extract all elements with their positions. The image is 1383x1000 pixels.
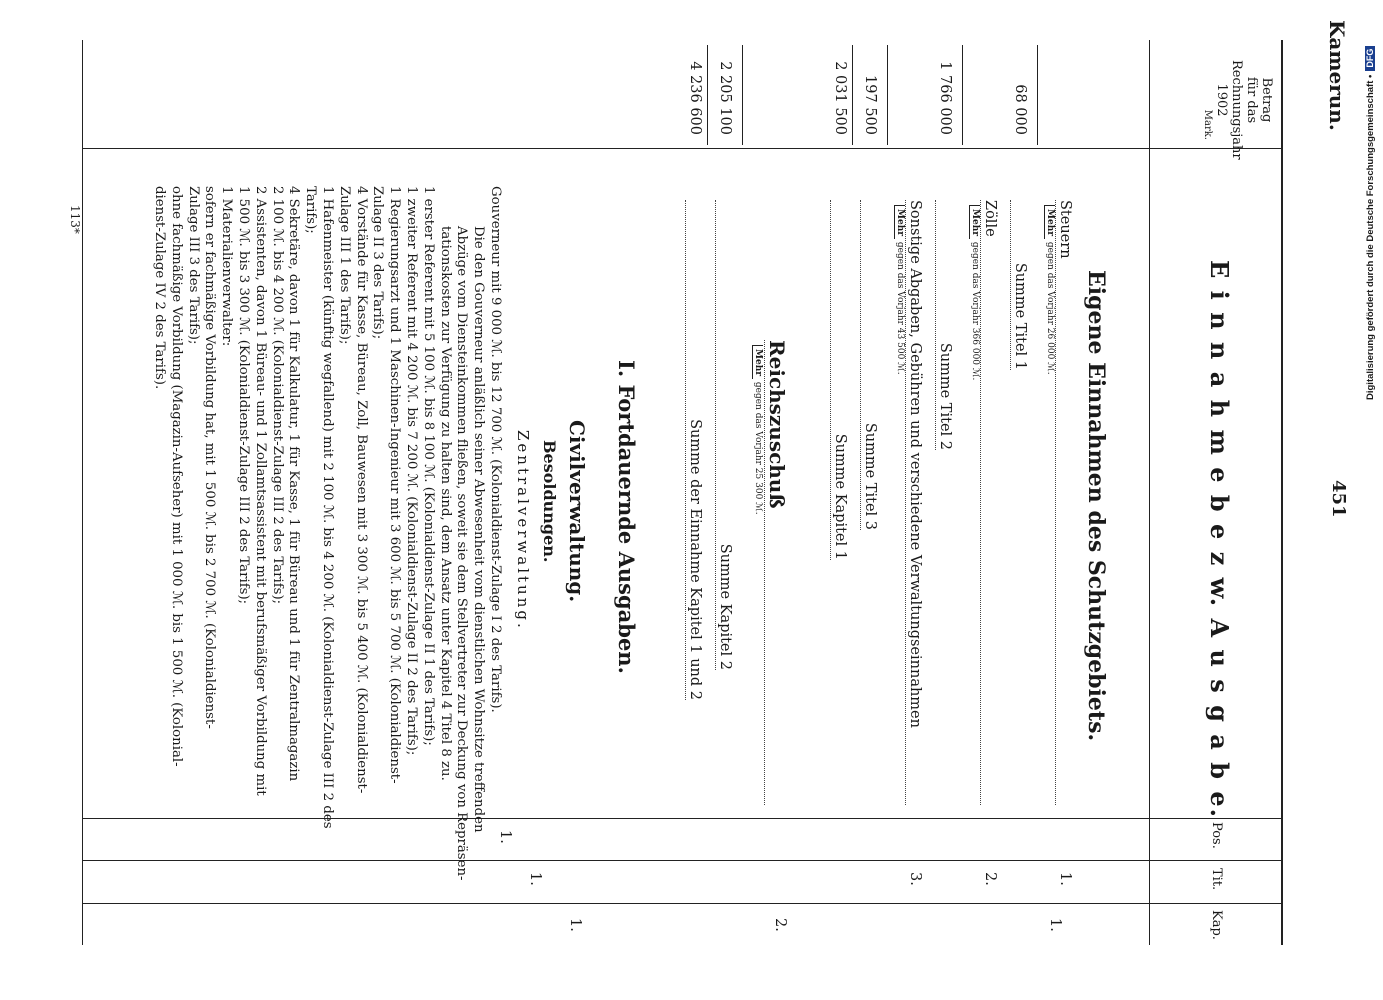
- value-kap2: 2 205 100: [717, 61, 733, 135]
- rule-header: [1149, 40, 1150, 945]
- expense-line: sofern er fachmäßige Vorbildung hat, mit 1 500 ℳ. bis 2 700 ℳ. (Kolonialdienst-: [202, 186, 218, 729]
- expense-line: dienst-Zulage IV 2 des Tarifs).: [152, 186, 168, 390]
- kap2-number: 2.: [772, 918, 788, 932]
- rule-tit3: [887, 45, 888, 145]
- sum-kap2-label: Summe Kapitel 2: [715, 200, 733, 670]
- value-total: 4 236 600: [687, 61, 703, 135]
- expenses-heading: I. Fortdauernde Ausgaben.: [614, 360, 639, 674]
- sonstige-note-text: gegen das Vorjahr 43 500 ℳ.: [895, 241, 905, 375]
- zoelle-note-label: Mehr: [969, 205, 980, 239]
- amount-header-line1: Betrag: [1259, 77, 1274, 123]
- amount-header-year: 1902: [1214, 83, 1230, 117]
- pos-header: Pos.: [1209, 822, 1224, 849]
- exp-tit-number: 1.: [527, 872, 543, 886]
- rule-col-kap: [83, 903, 1283, 904]
- steuern-note: [1045, 205, 1055, 375]
- amount-header-unit: Mark.: [1202, 109, 1214, 140]
- kap1-number: 1.: [1047, 918, 1063, 932]
- sonstige-label: Sonstige Abgaben, Gebühren und verschiedene Verwaltungseinnahmen: [905, 200, 923, 805]
- amount-header-line3: Rechnungsjahr: [1229, 60, 1245, 160]
- sonstige-note-label: Mehr: [894, 205, 905, 239]
- expense-line: 1 erster Referent mit 5 100 ℳ. bis 8 100 ℳ. (Kolonialdienst-Zulage II 1 des Tarifs);: [420, 186, 436, 746]
- rule-tit1: [1037, 45, 1038, 145]
- expense-line: 4 Sekretäre, davon 1 für Kalkulatur, 1 für Kasse, 1 für Büreau und 1 für Zentralmagazin: [286, 186, 302, 782]
- value-tit1: 68 000: [1012, 84, 1028, 135]
- digitization-note: [1359, 10, 1381, 410]
- zoelle-note: [970, 205, 980, 380]
- expense-line: ohne fachmäßige Vorbildung (Magazin-Aufseher) mit 1 000 ℳ. bis 1 500 ℳ. (Kolonial-: [168, 186, 184, 767]
- amount-header: [1202, 60, 1274, 160]
- sum-kap1-label: Summe Kapitel 1: [830, 200, 848, 560]
- civil-heading: Civilverwaltung.: [565, 420, 589, 603]
- rule-tit2: [962, 45, 963, 145]
- expense-line: Gouverneur mit 9 000 ℳ. bis 12 700 ℳ. (Kolonialdienst-Zulage I 2 des Tarifs).: [488, 186, 503, 713]
- expense-line: Zulage II 3 des Tarifs);: [370, 186, 386, 340]
- reich-note-text: gegen das Vorjahr 25 300 ℳ.: [753, 381, 763, 515]
- tit-header: Tit.: [1209, 868, 1224, 891]
- column-title: E i n n a h m e b e z w. A u s g a b e.: [1205, 260, 1234, 819]
- value-kap1: 2 031 500: [832, 61, 848, 135]
- expense-line: Tarifs);: [303, 186, 319, 234]
- expense-line: Zulage III 3 des Tarifs);: [185, 186, 201, 345]
- tit2-number: 2.: [982, 872, 998, 886]
- sum-tit1-label: Summe Titel 1: [1010, 200, 1028, 370]
- rule-bottom: [82, 40, 83, 945]
- expense-line: 1 Materialienverwalter:: [219, 186, 235, 347]
- kap-header: Kap.: [1209, 910, 1224, 940]
- sonstige-note: [895, 205, 905, 375]
- expense-line: tationskosten zur Verfügung zu halten sind, dem Ansatz unter Kapitel 4 Titel 8 zu.: [437, 226, 453, 781]
- expense-line: Die den Gouverneur anläßlich seiner Abwesenheit vom dienstlichen Wohnsitze treffenden: [471, 226, 487, 833]
- reich-note-label: Mehr: [752, 345, 763, 379]
- expense-line: 1 Hafenmeister (künftig wegfallend) mit 2 100 ℳ. bis 4 200 ℳ. (Kolonialdienst-Zulage III 2 des: [320, 186, 336, 829]
- exp-pos-number: 1.: [497, 830, 513, 844]
- expense-line: 2 Assistenten, davon 1 Büreau- und 1 Zollamtsassistent mit berufsmäßiger Vorbildung mit: [252, 186, 268, 796]
- sum-tit2-label: Summe Titel 2: [935, 200, 953, 450]
- amount-header-line2: für das: [1244, 76, 1260, 124]
- sum-total-label: Summe der Einnahme Kapitel 1 und 2: [685, 200, 703, 700]
- zoelle-note-text: gegen das Vorjahr 366 000 ℳ.: [970, 241, 980, 381]
- rule-total: [707, 45, 708, 145]
- rule-col-amount: [83, 148, 1283, 149]
- steuern-note-text: gegen das Vorjahr 26 000 ℳ.: [1045, 241, 1055, 375]
- tit1-number: 1.: [1057, 872, 1073, 886]
- value-tit3: 197 500: [862, 75, 878, 135]
- sum-tit3-label: Summe Titel 3: [860, 200, 878, 530]
- reichszuschuss-label: Reichszuschuß: [764, 340, 788, 805]
- territory-title: Kamerun.: [1325, 20, 1349, 131]
- expense-line: Abzüge vom Diensteinkommen fließen, soweit sie dem Stellvertreter zur Deckung von Repräsen-: [454, 226, 470, 881]
- exp-kap-number: 1.: [567, 918, 583, 932]
- steuern-label: Steuern: [1055, 200, 1073, 805]
- expense-line: 4 Vorstände für Kasse, Büreau, Zoll, Bauwesen mit 3 300 ℳ. bis 5 400 ℳ. (Kolonialdienst-: [353, 186, 369, 794]
- besoldungen-heading: Besoldungen.: [540, 440, 559, 563]
- expense-line: 1 zweiter Referent mit 4 200 ℳ. bis 7 200 ℳ. (Kolonialdienst-Zulage II 2 des Tarifs);: [404, 186, 420, 756]
- reich-note: [753, 345, 763, 515]
- rule-top: [1281, 40, 1283, 945]
- page-number: 451: [1328, 480, 1349, 518]
- dfg-logo: DFG: [1365, 46, 1375, 71]
- expense-lines: [150, 186, 503, 881]
- rule-kap1: [852, 45, 853, 145]
- expense-line: 1 Regierungsarzt und 1 Maschinen-Ingenieur mit 3 600 ℳ. bis 5 700 ℳ. (Kolonialdienst-: [387, 186, 403, 784]
- steuern-note-label: Mehr: [1044, 205, 1055, 239]
- digitization-text: Digitalisierung gefördert durch die Deutsche Forschungsgemeinschaft •: [1364, 74, 1376, 400]
- tit3-number: 3.: [907, 872, 923, 886]
- income-heading: Eigene Einnahmen des Schutzgebiets.: [1083, 270, 1109, 742]
- page-footnote: 113*: [68, 205, 82, 234]
- expense-line: 2 100 ℳ. bis 4 200 ℳ. (Kolonialdienst-Zulage III 2 des Tarifs);: [269, 186, 285, 605]
- expense-line: Zulage III 1 des Tarifs);: [336, 186, 352, 345]
- value-tit2: 1 766 000: [937, 61, 953, 135]
- zentral-heading: Zentralverwaltung.: [514, 430, 532, 631]
- expense-line: 1 500 ℳ. bis 3 300 ℳ. (Kolonialdienst-Zulage III 2 des Tarifs);: [236, 186, 252, 605]
- zoelle-label: Zölle: [980, 200, 998, 805]
- rule-kap2: [742, 45, 743, 145]
